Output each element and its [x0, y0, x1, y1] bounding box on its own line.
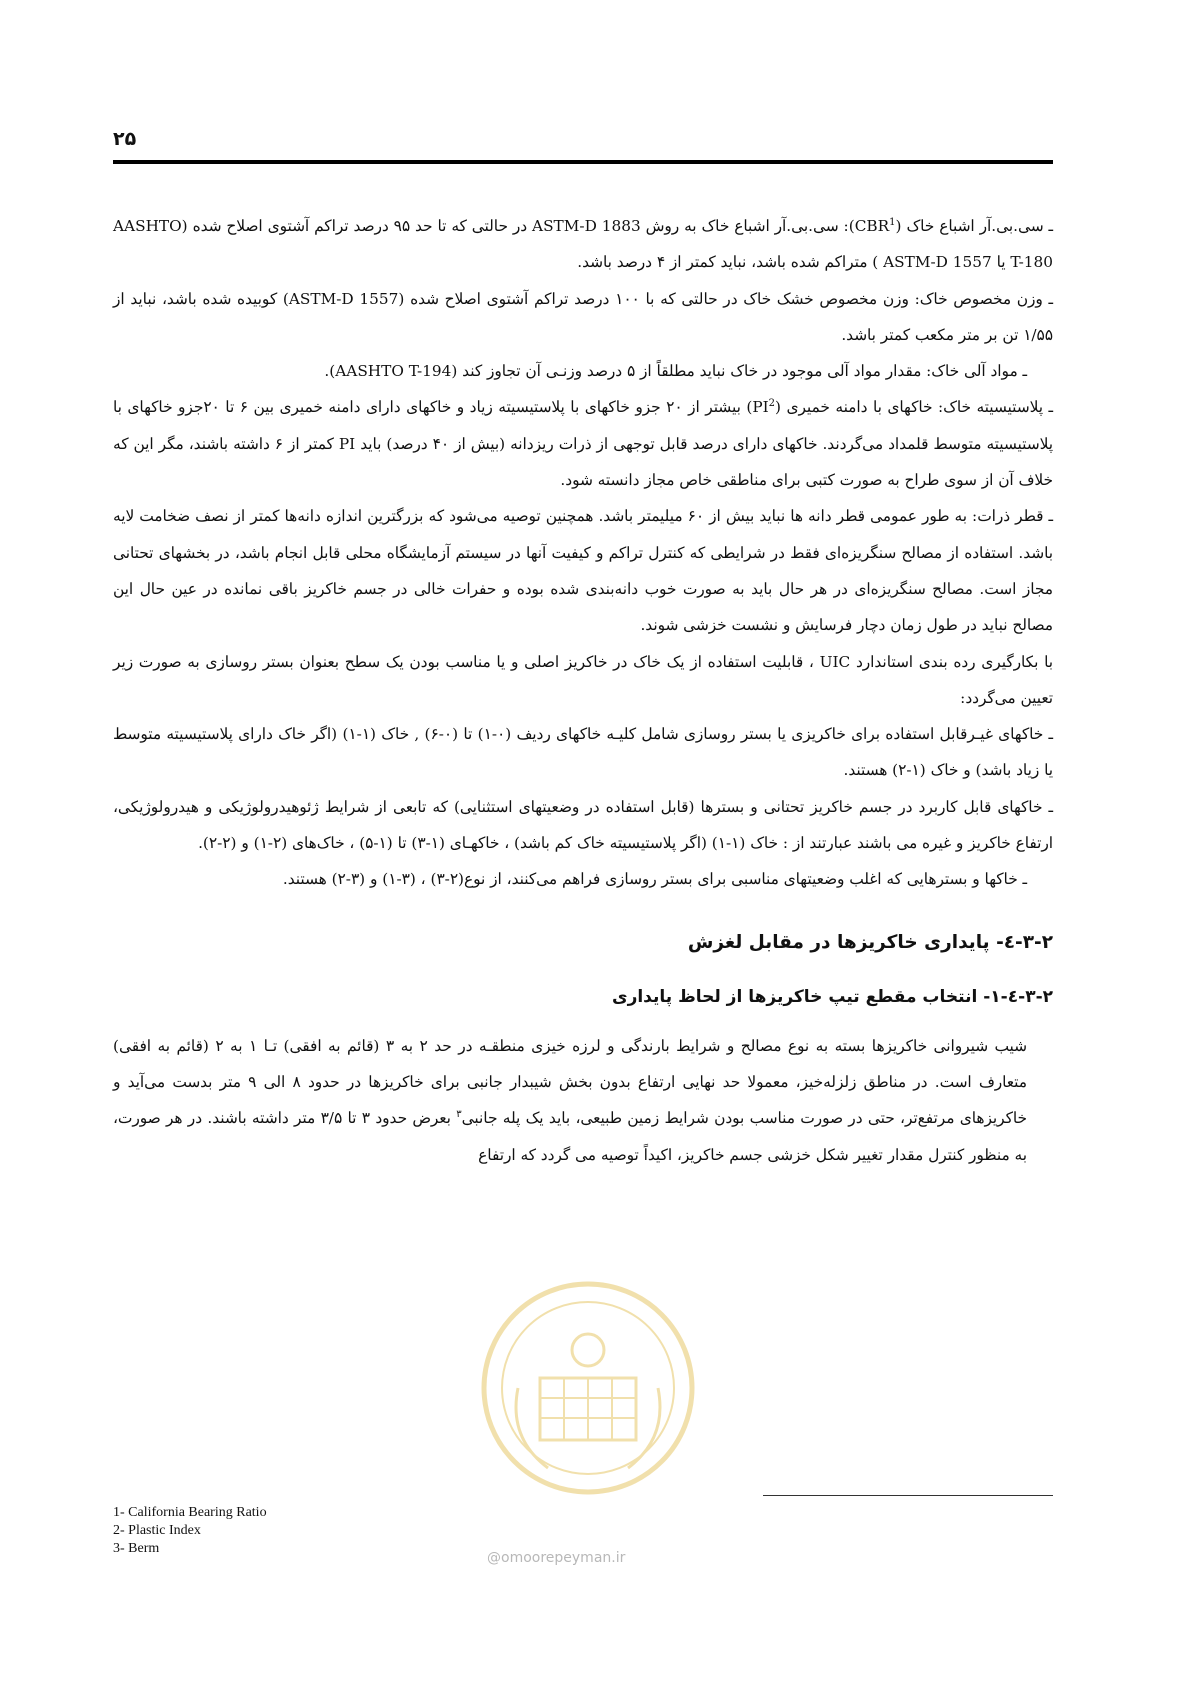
watermark-url: @omoorepeyman.ir — [487, 1550, 626, 1566]
footnote-ref-2: 2 — [768, 398, 776, 410]
grain-size-paragraph: ـ قطر ذرات: به طور عمومی قطر دانه ها نباید بیش از ۶۰ میلیمتر باشد. همچنین توصیه می‌شود که بزرگترین اندازه دانه‌ها کمتر از نصف ضخامت لایه باشد. استفاده از مصالح سنگریزه‌ای فقط در شرایطی که کنترل تراکم و کیفیت آنها در سیستم آزمایشگاه محلی قابل انجام باشد، در بخشهای تحتانی مجاز است. مصالح سنگریزه‌ای در هر حال باید به صورت خوب دانه‌بندی شده بوده و حفرات خالی در جسم خاکریز باقی نمانده در عین حال این مصالح نباید در طول زمان دچار فرسایش و نشست خزشی شوند. — [113, 507, 1053, 635]
watermark-logo-icon — [478, 1278, 698, 1498]
subsection-heading: ۳-۲-٤-۱- انتخاب مقطع تیپ خاکریزها از لحاظ پایداری — [611, 986, 1053, 1007]
footnote-1: 1- California Bearing Ratio — [113, 1505, 267, 1520]
plasticity-paragraph: ـ پلاستیسیته خاک: خاکهای با دامنه خمیری $(PI^2)$ بیشتر از ۲۰ جزو خاکهای با پلاستیسیته زیاد و خاکهای دارای دامنه خمیری بین ۶ تا ۲۰جزو خاکهای با پلاستیسیته متوسط قلمداد می‌گردند. خاکهای دارای درصد قابل توجهی از ذرات ریزدانه (بیش از ۴۰ درصد) باید PI کمتر از ۶ داشته باشند، مگر این که خلاف آن از سوی طراح به صورت کتبی برای مناطقی خاص مجاز دانسته شود. — [113, 398, 1053, 490]
page-number: ۲۵ — [113, 128, 137, 150]
organic-paragraph: ـ مواد آلی خاک: مقدار مواد آلی موجود در خاک نباید مطلقاً از ۵ درصد وزنـی آن تجاوز کند (AASHTO T-194). — [324, 362, 1027, 381]
unusable-soils-paragraph: ـ خاکهای غیـرقابل استفاده برای خاکریزی یا بستر روسازی شامل کلیـه خاکهای ردیف (۰-۱) تا (۰-۶) , خاک (۱-۱) (اگر خاک دارای پلاستیسیته متوسط یا زیاد باشد) و خاک (۱-۲) هستند. — [113, 725, 1054, 780]
cbr-paragraph: ـ سی.بی.آر اشباع خاک (CBR$^1$): سی.بی.آر اشباع خاک به روش ASTM-D 1883 در حالتی که تا حد ۹۵ درصد تراکم آشتوی اصلاح شده (AASHTO T-180 یا ASTM-D 1557 ) متراکم شده باشد، نباید کمتر از ۴ درصد باشد. — [113, 216, 1053, 272]
footnote-2: 2- Plastic Index — [113, 1523, 201, 1538]
body-text — [113, 208, 1053, 1173]
unit-weight-paragraph: ـ وزن مخصوص خاک: وزن مخصوص خشک خاک در حالتی که با ۱۰۰ درصد تراکم آشتوی اصلاح شده (ASTM-D 1557) کوبیده شده باشد، نباید از ۱/۵۵ تن بر متر مکعب کمتر باشد. — [113, 289, 1054, 344]
usable-soils-paragraph: ـ خاکهای قابل کاربرد در جسم خاکریز تحتانی و بسترها (قابل استفاده در وضعیتهای استثنایی) که تابعی از شرایط ژئوهیدرولوژیکی و هیدرولوژیکی، ارتفاع خاکریز و غیره می باشند عبارتند از : خاک (۱-۱) (اگر پلاستیسیته خاک کم باشد) ، خاکهـای (۱-۳) تا (۱-۵) ، خاک‌های (۲-۱) و (۲-۲). — [113, 797, 1053, 853]
suitable-soils-paragraph: ـ خاکها و بسترهایی که اغلب وضعیتهای مناسبی برای بستر روسازی فراهم می‌کنند، از نوع(۲-۳) ، (۳-۱) و (۳-۲) هستند. — [282, 870, 1027, 889]
footnote-3: 3- Berm — [113, 1541, 160, 1556]
uic-paragraph: با بکارگیری رده بندی استاندارد UIC ، قابلیت استفاده از یک خاک در خاکریز اصلی و یا مناسب بودن یک سطح بعنوان بستر روسازی به صورت زیر تعیین می‌گردد: — [113, 652, 1054, 707]
footnotes — [113, 1504, 267, 1558]
footnote-ref-1: 1 — [889, 216, 896, 228]
header-rule — [113, 160, 1053, 164]
footnote-ref-3: ۳ — [456, 1109, 462, 1121]
section-heading: ۳-۲-٤- پایداری خاکریزها در مقابل لغزش — [687, 931, 1053, 953]
footnote-rule — [763, 1495, 1053, 1496]
slope-paragraph: شیب شیروانی خاکریزها بسته به نوع مصالح و شرایط بارندگی و لرزه خیزی منطقـه در حد ۲ به ۳ (قائم به افقی) تـا ۱ به ۲ (قائم به افقی) متعارف است. در مناطق زلزله‌خیز، معمولا حد نهایی ارتفاع بدون بخش شیبدار جانبی برای خاکریزها در حدود ۸ الی ۹ متر بدست می‌آید و خاکریزهای مرتفع‌تر، حتی در صورت مناسب بودن شرایط زمین طبیعی، باید یک پله جانبی$^۳$ بعرض حدود ۳ تا ۳/۵ متر داشته باشند. در هر صورت، به منظور کنترل مقدار تغییر شکل خزشی جسم خاکریز، اکیداً توصیه می گردد که ارتفاع — [113, 1036, 1028, 1164]
